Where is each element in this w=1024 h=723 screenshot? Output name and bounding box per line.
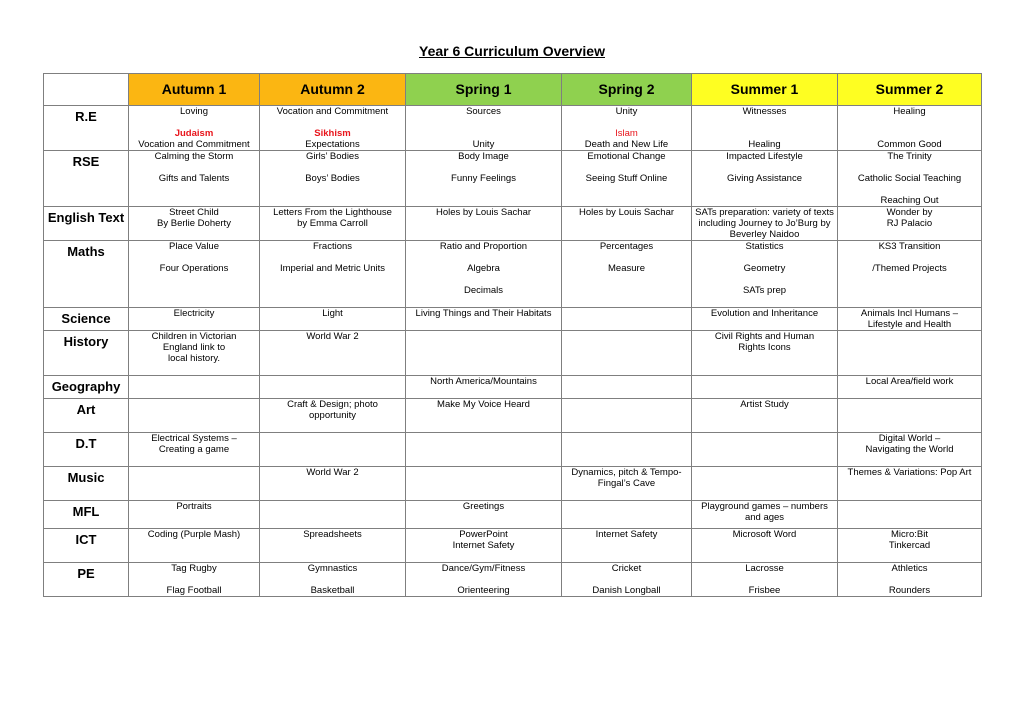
ict-spring-1: PowerPoint Internet Safety: [406, 529, 562, 563]
re-s2-faith: Islam: [615, 128, 638, 139]
row-history: [44, 331, 982, 376]
rse-su1-line1: Impacted Lifestyle: [726, 151, 803, 162]
pe-a1-line1: Tag Rugby: [171, 563, 217, 574]
term-header-summer-2: Summer 2: [838, 74, 982, 106]
english-summer-2: Wonder by RJ Palacio: [838, 207, 982, 241]
re-spring-1: [406, 106, 562, 151]
term-header-spring-2: Spring 2: [562, 74, 692, 106]
curriculum-table: [43, 73, 982, 597]
geography-autumn-1: [129, 376, 260, 399]
maths-su2-line1: KS3 Transition: [878, 241, 941, 252]
re-a2-top: Vocation and Commitment: [276, 106, 389, 117]
science-summer-1: Evolution and Inheritance: [692, 308, 838, 331]
row-geography: [44, 376, 982, 399]
maths-s1-line3: Decimals: [463, 285, 504, 296]
re-s2-top: Unity: [615, 106, 638, 117]
mfl-summer-2: [838, 501, 982, 529]
maths-autumn-2: [260, 241, 406, 308]
art-summer-2: [838, 399, 982, 433]
maths-s1-line1: Ratio and Proportion: [439, 241, 528, 252]
music-summer-2: Themes & Variations: Pop Art: [838, 467, 982, 501]
subject-pe: PE: [44, 563, 129, 597]
row-maths: [44, 241, 982, 308]
geography-autumn-2: [260, 376, 406, 399]
maths-su2-line2: /Themed Projects: [872, 263, 947, 274]
history-summer-2: [838, 331, 982, 376]
history-spring-2: [562, 331, 692, 376]
header-row: [44, 74, 982, 106]
dt-summer-2: Digital World – Navigating the World: [838, 433, 982, 467]
re-autumn-2: [260, 106, 406, 151]
row-mfl: [44, 501, 982, 529]
maths-s2-line1: Percentages: [599, 241, 654, 252]
geography-summer-1: [692, 376, 838, 399]
row-english: [44, 207, 982, 241]
maths-a2-line2: Imperial and Metric Units: [279, 263, 386, 274]
history-summer-1: Civil Rights and Human Rights Icons: [692, 331, 838, 376]
pe-summer-1: [692, 563, 838, 597]
re-s1-bottom: Unity: [472, 139, 495, 150]
maths-su1-line3: SATs prep: [742, 285, 787, 296]
geography-spring-1: North America/Mountains: [406, 376, 562, 399]
pe-a1-line2: Flag Football: [166, 585, 222, 596]
pe-s2-line1: Cricket: [611, 563, 642, 574]
rse-summer-1: [692, 151, 838, 207]
english-spring-2: Holes by Louis Sachar: [562, 207, 692, 241]
rse-s1-line2: Funny Feelings: [451, 173, 516, 184]
subject-re: R.E: [44, 106, 129, 151]
subject-english: English Text: [44, 207, 129, 241]
rse-su2-line1: The Trinity: [887, 151, 932, 162]
subject-music: Music: [44, 467, 129, 501]
row-science: [44, 308, 982, 331]
rse-s1-line1: Body Image: [458, 151, 509, 162]
ict-autumn-1: Coding (Purple Mash): [129, 529, 260, 563]
pe-s1-line2: Orienteering: [457, 585, 510, 596]
re-a1-top: Loving: [180, 106, 208, 117]
pe-su2-line2: Rounders: [888, 585, 931, 596]
english-autumn-1: Street Child By Berlie Doherty: [129, 207, 260, 241]
re-s2-bottom: Death and New Life: [584, 139, 669, 150]
maths-s1-line2: Algebra: [467, 263, 500, 274]
science-spring-2: [562, 308, 692, 331]
art-spring-2: [562, 399, 692, 433]
mfl-spring-1: Greetings: [406, 501, 562, 529]
page-title: Year 6 Curriculum Overview: [419, 43, 605, 59]
maths-spring-1: [406, 241, 562, 308]
pe-autumn-2: [260, 563, 406, 597]
dt-summer-1: [692, 433, 838, 467]
rse-a2-line1: Girls’ Bodies: [306, 151, 359, 162]
art-autumn-2: Craft & Design; photo opportunity: [260, 399, 406, 433]
subject-geography: Geography: [44, 376, 129, 399]
re-autumn-1: [129, 106, 260, 151]
re-a1-faith: Judaism: [174, 128, 214, 139]
rse-s2-line2: Seeing Stuff Online: [585, 173, 668, 184]
rse-spring-1: [406, 151, 562, 207]
re-su2-top: Healing: [893, 106, 926, 117]
ict-autumn-2: Spreadsheets: [260, 529, 406, 563]
history-spring-1: [406, 331, 562, 376]
rse-s2-line1: Emotional Change: [587, 151, 666, 162]
english-spring-1: Holes by Louis Sachar: [406, 207, 562, 241]
mfl-summer-1: Playground games – numbers and ages: [692, 501, 838, 529]
pe-su2-line1: Athletics: [891, 563, 928, 574]
maths-autumn-1: [129, 241, 260, 308]
term-header-autumn-2: Autumn 2: [260, 74, 406, 106]
pe-summer-2: [838, 563, 982, 597]
subject-maths: Maths: [44, 241, 129, 308]
re-a1-bottom: Vocation and Commitment: [138, 139, 250, 150]
row-re: [44, 106, 982, 151]
history-autumn-1: Children in Victorian England link to local history.: [129, 331, 260, 376]
term-header-summer-1: Summer 1: [692, 74, 838, 106]
row-art: [44, 399, 982, 433]
row-dt: [44, 433, 982, 467]
art-autumn-1: [129, 399, 260, 433]
maths-summer-1: [692, 241, 838, 308]
dt-spring-2: [562, 433, 692, 467]
subject-history: History: [44, 331, 129, 376]
ict-summer-1: Microsoft Word: [692, 529, 838, 563]
music-summer-1: [692, 467, 838, 501]
science-spring-1: Living Things and Their Habitats: [406, 308, 562, 331]
maths-a1-line2: Four Operations: [159, 263, 229, 274]
row-pe: [44, 563, 982, 597]
english-summer-1: SATs preparation: variety of texts including Journey to Jo’Burg by Beverley Naidoo: [692, 207, 838, 241]
rse-su2-line3: Reaching Out: [880, 195, 939, 206]
pe-su1-line1: Lacrosse: [745, 563, 784, 574]
rse-a1-line1: Calming the Storm: [154, 151, 234, 162]
ict-summer-2: Micro:Bit Tinkercad: [838, 529, 982, 563]
subject-art: Art: [44, 399, 129, 433]
rse-summer-2: [838, 151, 982, 207]
geography-summer-2: Local Area/field work: [838, 376, 982, 399]
re-su2-bottom: Common Good: [877, 139, 942, 150]
re-s1-top: Sources: [466, 106, 501, 117]
music-spring-1: [406, 467, 562, 501]
geography-spring-2: [562, 376, 692, 399]
maths-spring-2: [562, 241, 692, 308]
term-header-spring-1: Spring 1: [406, 74, 562, 106]
maths-a2-line1: Fractions: [312, 241, 353, 252]
science-autumn-2: Light: [260, 308, 406, 331]
rse-a2-line2: Boys’ Bodies: [305, 173, 360, 184]
pe-autumn-1: [129, 563, 260, 597]
dt-autumn-2: [260, 433, 406, 467]
rse-autumn-2: [260, 151, 406, 207]
re-summer-1: [692, 106, 838, 151]
re-a2-bottom: Expectations: [305, 139, 360, 150]
re-su1-top: Witnesses: [742, 106, 787, 117]
maths-su1-line2: Geometry: [743, 263, 786, 274]
pe-s2-line2: Danish Longball: [592, 585, 661, 596]
music-autumn-1: [129, 467, 260, 501]
history-autumn-2: World War 2: [260, 331, 406, 376]
science-summer-2: Animals Incl Humans – Lifestyle and Health: [838, 308, 982, 331]
pe-spring-1: [406, 563, 562, 597]
art-spring-1: Make My Voice Heard: [406, 399, 562, 433]
re-a2-faith: Sikhism: [314, 128, 351, 139]
rse-su1-line2: Giving Assistance: [727, 173, 802, 184]
pe-s1-line1: Dance/Gym/Fitness: [441, 563, 526, 574]
pe-spring-2: [562, 563, 692, 597]
subject-ict: ICT: [44, 529, 129, 563]
music-spring-2: Dynamics, pitch & Tempo- Fingal’s Cave: [562, 467, 692, 501]
subject-rse: RSE: [44, 151, 129, 207]
pe-a2-line1: Gymnastics: [307, 563, 358, 574]
maths-su1-line1: Statistics: [745, 241, 784, 252]
english-autumn-2: Letters From the Lighthouse by Emma Carroll: [260, 207, 406, 241]
term-header-autumn-1: Autumn 1: [129, 74, 260, 106]
subject-dt: D.T: [44, 433, 129, 467]
pe-a2-line2: Basketball: [310, 585, 355, 596]
rse-autumn-1: [129, 151, 260, 207]
music-autumn-2: World War 2: [260, 467, 406, 501]
dt-spring-1: [406, 433, 562, 467]
re-spring-2: [562, 106, 692, 151]
maths-summer-2: [838, 241, 982, 308]
science-autumn-1: Electricity: [129, 308, 260, 331]
dt-autumn-1: Electrical Systems – Creating a game: [129, 433, 260, 467]
rse-a1-line2: Gifts and Talents: [158, 173, 230, 184]
re-su1-bottom: Healing: [748, 139, 781, 150]
subject-mfl: MFL: [44, 501, 129, 529]
row-music: [44, 467, 982, 501]
corner-cell: [44, 74, 129, 106]
ict-spring-2: Internet Safety: [562, 529, 692, 563]
maths-a1-line1: Place Value: [169, 241, 219, 252]
row-rse: [44, 151, 982, 207]
art-summer-1: Artist Study: [692, 399, 838, 433]
subject-science: Science: [44, 308, 129, 331]
rse-su2-line2: Catholic Social Teaching: [857, 173, 962, 184]
mfl-spring-2: [562, 501, 692, 529]
mfl-autumn-2: [260, 501, 406, 529]
maths-s2-line2: Measure: [608, 263, 645, 274]
row-ict: [44, 529, 982, 563]
re-summer-2: [838, 106, 982, 151]
rse-spring-2: [562, 151, 692, 207]
pe-su1-line2: Frisbee: [748, 585, 781, 596]
mfl-autumn-1: Portraits: [129, 501, 260, 529]
